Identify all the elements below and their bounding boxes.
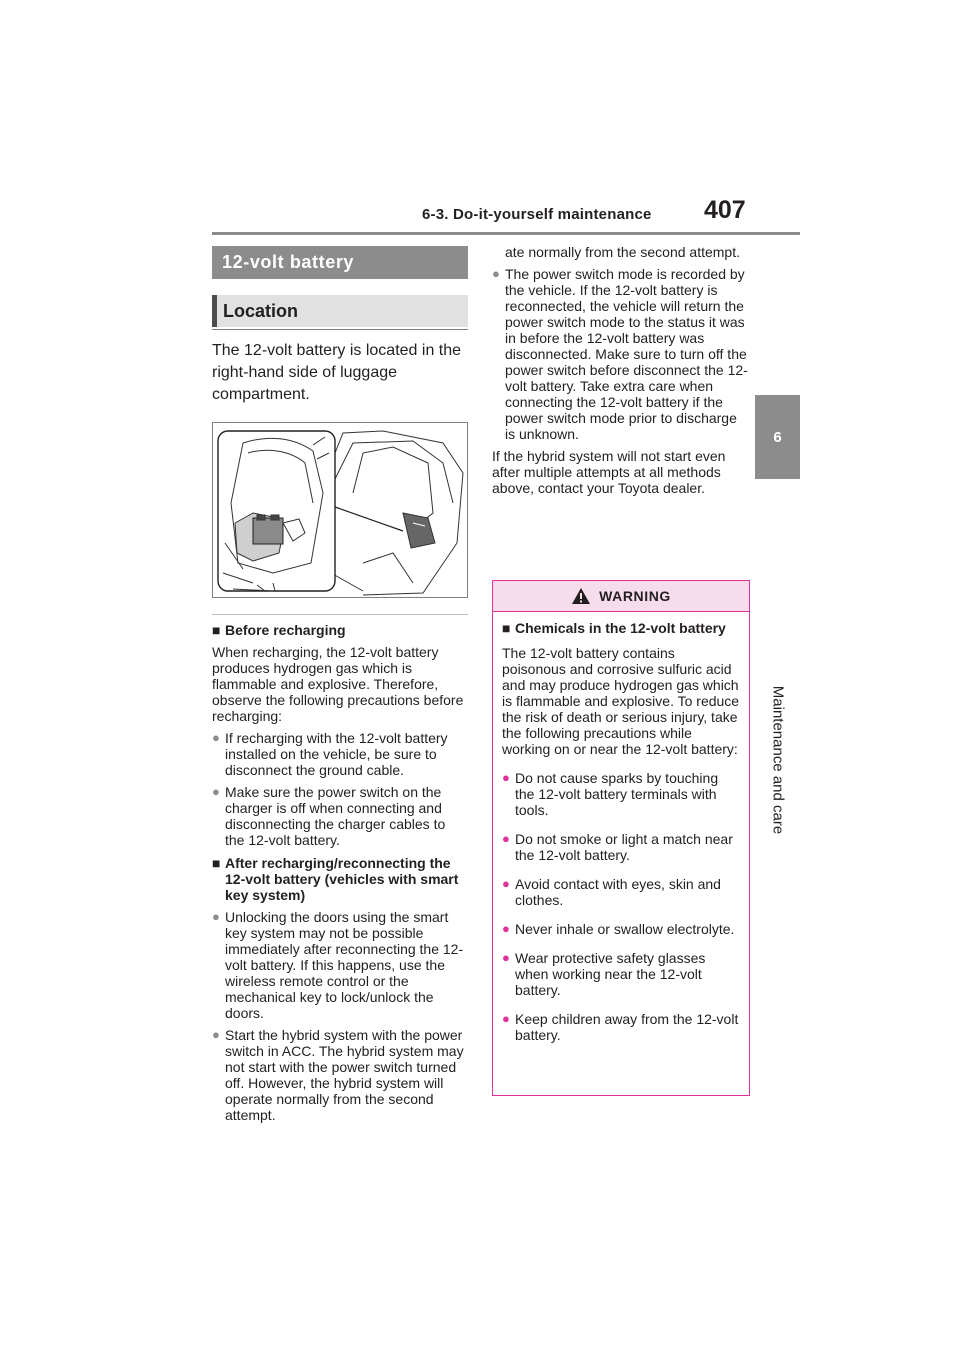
square-bullet-icon: ■ [212,622,221,638]
topic-title: 12-volt battery [212,246,468,279]
continued-text: ate normally from the second attempt. [505,244,740,260]
section-title: 6-3. Do-it-yourself maintenance [422,206,652,223]
list-item: ● Do not cause sparks by touching the 12-volt battery terminals with tools. [502,770,719,818]
list-item: ● Never inhale or swallow electrolyte. [502,921,735,937]
header-rule [212,232,800,235]
circle-bullet-icon: ● [502,831,510,846]
battery-location-illustration [212,422,468,598]
warning-box [492,580,750,1096]
heading-before-recharging: ■ Before recharging [212,622,346,638]
subtopic-rule [212,329,468,330]
list-item: ● If recharging with the 12-volt battery installed on the vehicle, be sure to disconnect the ground cable. [212,730,448,778]
circle-bullet-icon: ● [212,730,220,745]
circle-bullet-icon: ● [502,921,510,936]
list-item: ● Do not smoke or light a match near the 12-volt battery. [502,831,733,863]
list-item: ● Wear protective safety glasses when working near the 12-volt battery. [502,950,706,998]
list-item: ● Avoid contact with eyes, skin and clothes. [502,876,721,908]
circle-bullet-icon: ● [502,1011,510,1026]
list-item: ● Start the hybrid system with the power switch in ACC. The hybrid system may not start with the power switch turned off. However, the hybrid system will operate normally from the second attempt. [212,1027,464,1123]
lead-paragraph: The 12-volt battery is located in the right-hand side of luggage compartment. [212,342,462,403]
heading-after-recharging: ■ After recharging/reconnecting the 12-volt battery (vehicles with smart key system) [212,855,459,903]
page-number: 407 [704,196,746,224]
circle-bullet-icon: ● [502,770,510,785]
list-item: ● The power switch mode is recorded by the vehicle. If the 12-volt battery is reconnected, the vehicle will return the power switch mode to the status it was in before the 12-volt battery was disconnected. Make sure to turn off the power switch before disconnect the 12-volt battery. Take extra care when connecting the 12-volt battery if the power switch mode prior to discharge is unknown. [492,266,748,442]
square-bullet-icon: ■ [502,620,511,636]
circle-bullet-icon: ● [502,950,510,965]
circle-bullet-icon: ● [212,1027,220,1042]
warning-paragraph: The 12-volt battery contains poisonous and corrosive sulfuric acid and may produce hydrogen gas which is flammable and explosive. To reduce the risk of death or serious injury, take the following precautions while working on or near the 12-volt battery: [502,645,740,757]
figure-rule [212,614,468,615]
paragraph-recharging: When recharging, the 12-volt battery produces hydrogen gas which is flammable and explosive. Therefore, observe the following precautions before recharging: [212,644,464,724]
circle-bullet-icon: ● [502,876,510,891]
circle-bullet-icon: ● [492,266,500,281]
right-column [492,244,750,496]
left-column [212,246,468,1123]
warning-triangle-icon [571,587,591,605]
warning-label: WARNING [599,588,671,604]
list-item: ● Make sure the power switch on the charger is off when connecting and disconnecting the charger cables to the 12-volt battery. [212,784,446,848]
chapter-number: 6 [773,428,782,446]
circle-bullet-icon: ● [212,909,220,924]
chapter-tab [755,395,800,479]
chapter-title: Maintenance and care [769,685,787,835]
list-item: ● Keep children away from the 12-volt battery. [502,1011,739,1043]
square-bullet-icon: ■ [212,855,221,871]
paragraph-dealer: If the hybrid system will not start even after multiple attempts at all methods above, contact your Toyota dealer. [492,448,726,496]
warning-heading: ■ Chemicals in the 12-volt battery [502,620,726,636]
warning-header [493,581,749,612]
list-item: ● Unlocking the doors using the smart key system may not be possible immediately after reconnecting the 12-volt battery. If this happens, use the wireless remote control or the mechanical key to lock/unlock the doors. [212,909,464,1021]
circle-bullet-icon: ● [212,784,220,799]
warning-content [493,620,749,1043]
subtopic-title: Location [212,295,468,327]
